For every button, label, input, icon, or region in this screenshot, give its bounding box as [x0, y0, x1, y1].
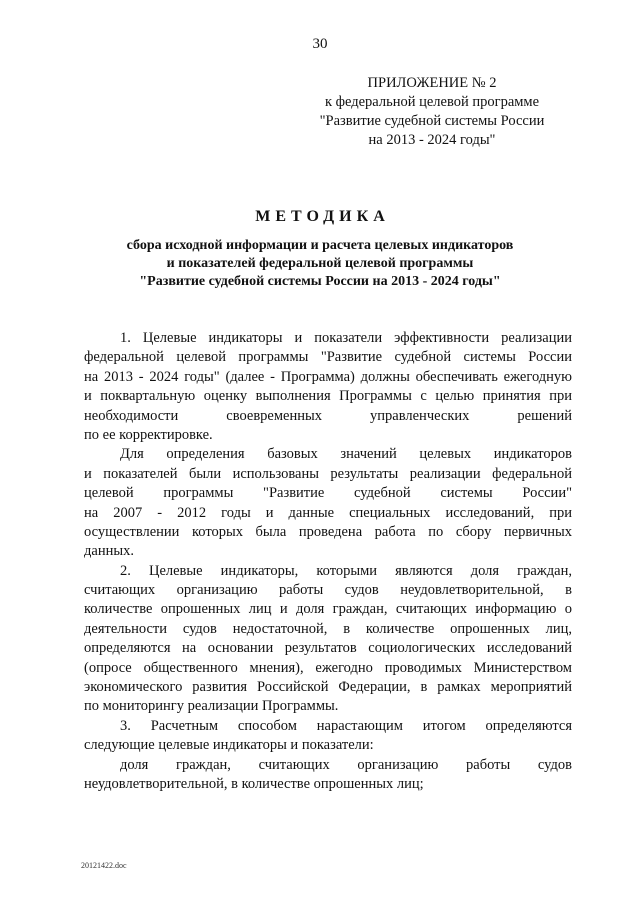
subtitle-line: "Развитие судебной системы России на 2013 - 2024 годы" [139, 274, 501, 289]
appendix-line: к федеральной целевой программе [324, 94, 540, 110]
text-line: по мониторингу реализации Программы. [84, 698, 339, 715]
document-title-block [0, 208, 640, 291]
subtitle-line: и показателей федеральной целевой программы [166, 256, 474, 271]
paragraph [84, 756, 572, 795]
text-line: следующие целевые индикаторы и показатели: [84, 737, 374, 754]
document-file-code: 20121422.doc [81, 861, 127, 870]
paragraph [84, 562, 572, 717]
appendix-line: ПРИЛОЖЕНИЕ № 2 [367, 75, 497, 91]
page-number: 30 [312, 36, 328, 52]
paragraph [84, 329, 572, 445]
text-line: 2. Целевые индикаторы, которыми являются доля граждан, [120, 562, 572, 579]
subtitle-line: сбора исходной информации и расчета целевых индикаторов [126, 238, 514, 253]
text-line: по ее корректировке. [84, 426, 213, 443]
text-line: необходимости своевременных управленческих решений [84, 407, 572, 424]
text-line: федеральной целевой программы "Развитие судебной системы России [84, 349, 572, 366]
paragraph [84, 717, 572, 756]
paragraph [84, 445, 572, 561]
text-line: осуществлении которых была проведена работа по сбору первичных [84, 523, 572, 540]
text-line: данных. [84, 543, 134, 560]
text-line: 1. Целевые индикаторы и показатели эффективности реализации [120, 330, 572, 346]
text-line: на 2007 - 2012 годы и данные специальных исследований, при [84, 504, 572, 521]
text-line: на 2013 - 2024 годы" (далее - Программа) должны обеспечивать ежегодную [84, 368, 572, 385]
text-line: целевой программы "Развитие судебной системы России" [84, 485, 572, 502]
text-line: (опросе общественного мнения), ежегодно проводимых Министерством [84, 659, 572, 676]
text-line: деятельности судов недостаточной, в количестве опрошенных лиц, [84, 620, 572, 637]
document-title: МЕТОДИКА [255, 208, 390, 225]
text-line: неудовлетворительной, в количестве опрошенных лиц; [84, 775, 424, 792]
text-line: экономического развития Российской Федерации, в рамках мероприятий [84, 679, 572, 696]
text-line: количестве опрошенных лиц и доля граждан, считающих информацию о [84, 601, 572, 618]
document-subtitle [0, 237, 640, 291]
text-line: и показателей были использованы результаты реализации федеральной [84, 465, 572, 482]
text-line: Для определения базовых значений целевых индикаторов [120, 446, 572, 463]
text-line: и поквартальную оценку выполнения Программы с целью принятия при [84, 388, 572, 405]
text-line: 3. Расчетным способом нарастающим итогом определяются [120, 717, 572, 734]
text-line: доля граждан, считающих организацию работы судов [120, 756, 572, 773]
appendix-line: на 2013 - 2024 годы" [368, 132, 496, 148]
text-line: определяются на основании результатов социологических исследований [84, 640, 572, 657]
document-body [84, 329, 572, 794]
appendix-header [282, 74, 582, 150]
appendix-line: "Развитие судебной системы России [319, 113, 545, 129]
text-line: считающих организацию работы судов неудовлетворительной, в [84, 582, 572, 599]
